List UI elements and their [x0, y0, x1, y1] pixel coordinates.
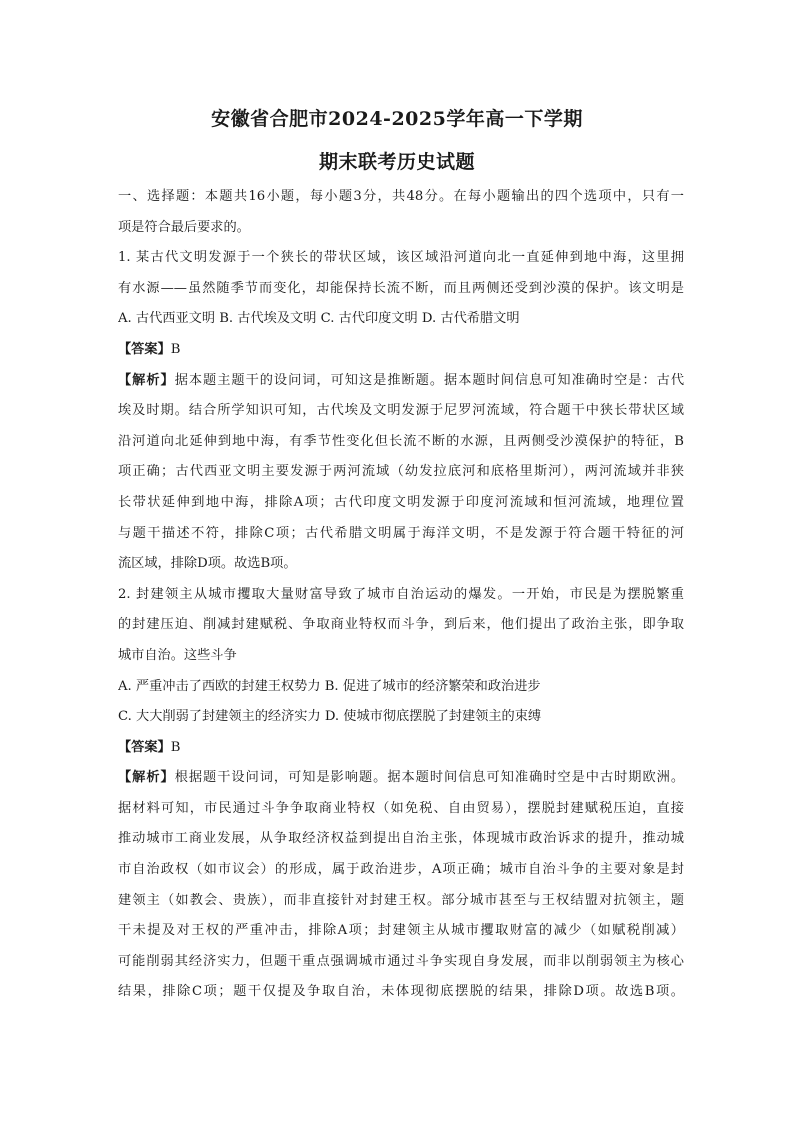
line-text: 一、选择题：本题共16小题，每小题3分，共48分。在每小题输出的四个选项中，只有一	[118, 189, 684, 204]
line-label: 【答案】	[118, 739, 171, 755]
text-line	[118, 855, 684, 886]
line-text: 结果，排除C项；题干仅提及争取自治，未体现彻底摆脱的结果，排除D项。故选B项。	[118, 984, 684, 1000]
line-text: 根据题干设问词，可知是影响题。据本题时间信息可知准确时空是中古时期欧洲。	[174, 770, 684, 786]
line-text: 与题干描述不符，排除C项；古代希腊文明属于海洋文明，不是发源于符合题干特征的河	[118, 525, 684, 541]
text-line	[118, 580, 684, 611]
line-text: A. 严重冲击了西欧的封建王权势力 B. 促进了城市的经济繁荣和政治进步	[118, 678, 541, 694]
text-line	[118, 977, 684, 1008]
text-line	[118, 763, 684, 794]
text-line	[118, 243, 684, 274]
line-text: 有水源——虽然随季节而变化，却能保持长流不断，而且两侧还受到沙漠的保护。该文明是	[118, 280, 684, 296]
line-text: 建领主（如教会、贵族），而非直接针对封建王权。部分城市甚至与王权结盟对抗领主，题	[118, 892, 684, 908]
line-text: 据材料可知，市民通过斗争争取商业特权（如免税、自由贸易），摆脱封建赋税压迫，直接	[118, 800, 684, 816]
line-text: 推动城市工商业发展，从争取经济权益到提出自治主张，体现城市政治诉求的提升，推动城	[118, 831, 684, 847]
line-text: C. 大大削弱了封建领主的经济实力 D. 使城市彻底摆脱了封建领主的束缚	[118, 709, 542, 725]
doc-title-line2: 期末联考历史试题	[318, 151, 475, 173]
text-line	[118, 610, 684, 641]
line-text: 项是符合最后要求的。	[118, 219, 250, 235]
doc-body	[118, 182, 684, 1008]
doc-title-line1: 安徽省合肥市2024-2025学年高一下学期	[211, 108, 583, 130]
text-line	[118, 519, 684, 550]
line-text: 干未提及对王权的严重冲击，排除A项；封建领主从城市攫取财富的减少（如赋税削减）	[118, 923, 684, 939]
line-text: 据本题主题干的设问词，可知这是推断题。据本题时间信息可知准确时空是：古代	[174, 372, 684, 388]
text-line	[118, 794, 684, 825]
line-text: 流区域，排除D项。故选B项。	[118, 556, 297, 572]
line-text: 可能削弱其经济实力，但题干重点强调城市通过斗争实现自身发展，而非以削弱领主为核心	[118, 953, 684, 969]
text-line	[118, 488, 684, 519]
text-line	[118, 702, 684, 733]
line-text: A. 古代西亚文明 B. 古代埃及文明 C. 古代印度文明 D. 古代希腊文明	[118, 311, 520, 327]
text-line	[118, 366, 684, 397]
text-line	[118, 672, 684, 703]
line-text: B	[170, 341, 181, 357]
text-line	[118, 947, 684, 978]
text-line	[118, 549, 684, 580]
line-text: 沿河道向北延伸到地中海，有季节性变化但长流不断的水源，且两侧受沙漠保护的特征，B	[118, 433, 684, 449]
text-line	[118, 824, 684, 855]
line-label: 【解析】	[118, 372, 175, 388]
line-text: B	[170, 739, 181, 755]
line-text: 埃及时期。结合所学知识可知，古代埃及文明发源于尼罗河流域，符合题干中狭长带状区域	[118, 403, 684, 419]
text-line	[118, 457, 684, 488]
text-line	[118, 886, 684, 917]
text-line	[118, 182, 684, 213]
text-line	[118, 396, 684, 427]
text-line	[118, 427, 684, 458]
text-line	[118, 304, 684, 335]
text-line	[118, 213, 684, 244]
line-text: 项正确；古代西亚文明主要发源于两河流域（幼发拉底河和底格里斯河），两河流域并非狭	[118, 464, 684, 480]
line-text: 城市自治。这些斗争	[118, 647, 237, 663]
line-text: 1. 某古代文明发源于一个狭长的带状区域，该区域沿河道向北一直延伸到地中海，这里拥	[118, 250, 684, 266]
text-line	[118, 335, 684, 366]
text-line	[118, 916, 684, 947]
line-text: 2. 封建领主从城市攫取大量财富导致了城市自治运动的爆发。一开始，市民是为摆脱繁重	[118, 586, 684, 602]
line-label: 【解析】	[118, 770, 175, 786]
text-line	[118, 641, 684, 672]
line-text: 长带状延伸到地中海，排除A项；古代印度文明发源于印度河流域和恒河流域，地理位置	[118, 494, 684, 510]
line-text: 的封建压迫、削减封建赋税、争取商业特权而斗争，到后来，他们提出了政治主张，即争取	[118, 617, 684, 633]
line-text: 市自治政权（如市议会）的形成，属于政治进步，A项正确；城市自治斗争的主要对象是封	[118, 862, 684, 878]
text-line	[118, 733, 684, 764]
text-line	[118, 274, 684, 305]
line-label: 【答案】	[118, 341, 171, 357]
